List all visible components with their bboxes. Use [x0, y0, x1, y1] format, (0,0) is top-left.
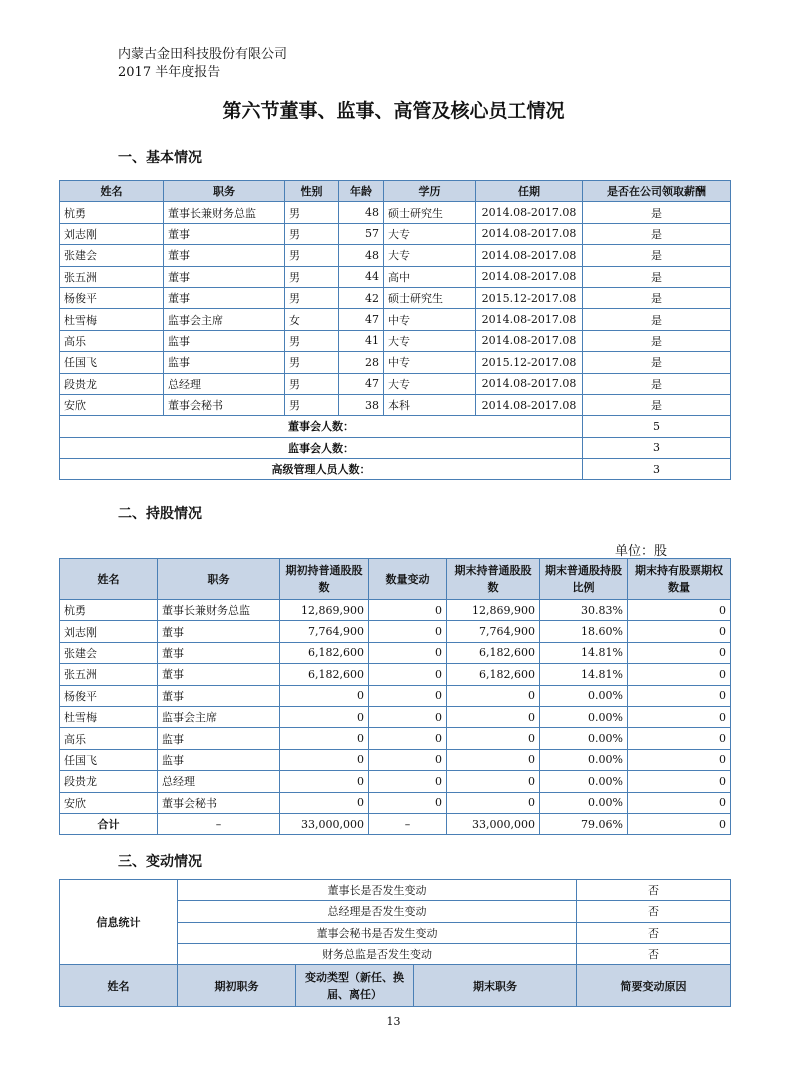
info-value: 否 — [577, 901, 731, 922]
info-row — [60, 880, 731, 901]
total-cell: 79.06% — [540, 813, 628, 834]
table-row — [60, 245, 731, 266]
summary-row — [60, 459, 731, 480]
table-cell: 大专 — [384, 223, 476, 244]
info-value: 否 — [577, 880, 731, 901]
table-cell: 0.00% — [540, 685, 628, 706]
table-cell: 2014.08-2017.08 — [476, 245, 583, 266]
table-cell: 2014.08-2017.08 — [476, 373, 583, 394]
table-cell: 董事长兼财务总监 — [164, 202, 285, 223]
col-change: 数量变动 — [369, 559, 447, 600]
table-cell: 0 — [369, 600, 447, 621]
col-term: 任期 — [476, 181, 583, 202]
table-cell: 2014.08-2017.08 — [476, 309, 583, 330]
table-cell: 12,869,900 — [280, 600, 369, 621]
table-cell: 董事长兼财务总监 — [158, 600, 280, 621]
table-row — [60, 600, 731, 621]
table-cell: 0 — [628, 728, 731, 749]
section-changes-heading: 三、变动情况 — [118, 854, 202, 870]
table-cell: 0 — [628, 621, 731, 642]
table-cell: 张五洲 — [60, 266, 164, 287]
table-cell: 是 — [583, 266, 731, 287]
table-row — [60, 642, 731, 663]
table-cell: 0.00% — [540, 749, 628, 770]
table-cell: 大专 — [384, 330, 476, 351]
total-cell: 合计 — [60, 813, 158, 834]
table-cell: 任国飞 — [60, 352, 164, 373]
table-cell: 男 — [285, 245, 339, 266]
table-cell: 是 — [583, 245, 731, 266]
table-cell: 0 — [369, 664, 447, 685]
table-row — [60, 792, 731, 813]
table-cell: 47 — [339, 309, 384, 330]
table-cell: 41 — [339, 330, 384, 351]
table-cell: 0 — [628, 664, 731, 685]
table-cell: 监事 — [164, 330, 285, 351]
table-cell: 杜雪梅 — [60, 706, 158, 727]
table-row — [60, 373, 731, 394]
section-holdings-heading: 二、持股情况 — [118, 506, 202, 522]
table-cell: 0 — [447, 749, 540, 770]
table-row — [60, 771, 731, 792]
table-cell: 男 — [285, 352, 339, 373]
table-cell: 杨俊平 — [60, 287, 164, 308]
table-cell: 是 — [583, 352, 731, 373]
col-closing-shares: 期末持普通股股数 — [447, 559, 540, 600]
table-cell: 0.00% — [540, 792, 628, 813]
table-cell: 0 — [369, 706, 447, 727]
info-value: 否 — [577, 943, 731, 964]
table-cell: 刘志刚 — [60, 223, 164, 244]
summary-row — [60, 437, 731, 458]
info-item: 财务总监是否发生变动 — [178, 943, 577, 964]
table-cell: 18.60% — [540, 621, 628, 642]
col-change-type: 变动类型（新任、换届、离任） — [296, 965, 414, 1007]
table-cell: 硕士研究生 — [384, 202, 476, 223]
table-cell: 48 — [339, 245, 384, 266]
table-cell: 2014.08-2017.08 — [476, 223, 583, 244]
col-name: 姓名 — [60, 965, 178, 1007]
col-gender: 性别 — [285, 181, 339, 202]
table-cell: 大专 — [384, 245, 476, 266]
table-cell: 总经理 — [164, 373, 285, 394]
table-cell: 是 — [583, 202, 731, 223]
table-cell: 6,182,600 — [447, 664, 540, 685]
table-cell: 12,869,900 — [447, 600, 540, 621]
table-cell: 2014.08-2017.08 — [476, 330, 583, 351]
info-label: 信息统计 — [60, 880, 178, 965]
table-cell: 0 — [447, 792, 540, 813]
table-cell: 董事 — [164, 287, 285, 308]
table-cell: 大专 — [384, 373, 476, 394]
table-cell: 任国飞 — [60, 749, 158, 770]
table-cell: 0 — [628, 749, 731, 770]
table-cell: 0 — [628, 771, 731, 792]
table-row — [60, 330, 731, 351]
col-age: 年龄 — [339, 181, 384, 202]
table-cell: 监事 — [164, 352, 285, 373]
col-name: 姓名 — [60, 559, 158, 600]
table-cell: 6,182,600 — [280, 664, 369, 685]
table-cell: 董事 — [158, 621, 280, 642]
table-row — [60, 223, 731, 244]
table-row — [60, 728, 731, 749]
table-header-row — [60, 181, 731, 202]
table-cell: 杭勇 — [60, 202, 164, 223]
col-education: 学历 — [384, 181, 476, 202]
table-cell: 0 — [280, 706, 369, 727]
info-item: 董事长是否发生变动 — [178, 880, 577, 901]
col-salary: 是否在公司领取薪酬 — [583, 181, 731, 202]
table-cell: 监事 — [158, 749, 280, 770]
table-cell: 7,764,900 — [447, 621, 540, 642]
table-row — [60, 706, 731, 727]
table-cell: 杜雪梅 — [60, 309, 164, 330]
table-cell: 男 — [285, 287, 339, 308]
table-cell: 总经理 — [158, 771, 280, 792]
col-name: 姓名 — [60, 181, 164, 202]
table-cell: 董事 — [164, 223, 285, 244]
summary-value: 3 — [583, 437, 731, 458]
summary-value: 5 — [583, 416, 731, 437]
col-position: 职务 — [164, 181, 285, 202]
summary-label: 董事会人数： — [60, 416, 583, 437]
table-cell: 47 — [339, 373, 384, 394]
table-cell: 0 — [628, 706, 731, 727]
header-report: 2017 半年度报告 — [118, 65, 221, 80]
table-cell: 本科 — [384, 394, 476, 415]
col-opening-shares: 期初持普通股股数 — [280, 559, 369, 600]
table-cell: 28 — [339, 352, 384, 373]
total-cell: 33,000,000 — [280, 813, 369, 834]
table-cell: 0 — [628, 792, 731, 813]
table-cell: 7,764,900 — [280, 621, 369, 642]
table-cell: 是 — [583, 373, 731, 394]
col-options: 期末持有股票期权数量 — [628, 559, 731, 600]
table-cell: 女 — [285, 309, 339, 330]
table-cell: 段贵龙 — [60, 771, 158, 792]
table-cell: 杭勇 — [60, 600, 158, 621]
table-cell: 2015.12-2017.08 — [476, 352, 583, 373]
table-cell: 是 — [583, 394, 731, 415]
table-cell: 42 — [339, 287, 384, 308]
table-cell: 2014.08-2017.08 — [476, 202, 583, 223]
table-cell: 57 — [339, 223, 384, 244]
table-cell: 中专 — [384, 309, 476, 330]
table-cell: 是 — [583, 287, 731, 308]
table-cell: 0 — [447, 685, 540, 706]
table-cell: 是 — [583, 330, 731, 351]
page-number: 13 — [386, 1015, 401, 1028]
table-cell: 0 — [280, 749, 369, 770]
col-opening-position: 期初职务 — [178, 965, 296, 1007]
table-cell: 30.83% — [540, 600, 628, 621]
table-cell: 董事 — [158, 642, 280, 663]
holdings-table — [59, 558, 731, 835]
table-cell: 6,182,600 — [447, 642, 540, 663]
table-cell: 男 — [285, 394, 339, 415]
table-cell: 董事会秘书 — [158, 792, 280, 813]
table-row — [60, 664, 731, 685]
summary-label: 监事会人数： — [60, 437, 583, 458]
col-closing-position: 期末职务 — [414, 965, 577, 1007]
table-row — [60, 394, 731, 415]
table-cell: 监事 — [158, 728, 280, 749]
table-row — [60, 352, 731, 373]
info-item: 董事会秘书是否发生变动 — [178, 922, 577, 943]
table-cell: 董事 — [158, 685, 280, 706]
table-cell: 是 — [583, 223, 731, 244]
table-cell: 44 — [339, 266, 384, 287]
table-cell: 是 — [583, 309, 731, 330]
table-cell: 男 — [285, 330, 339, 351]
table-cell: 0 — [369, 771, 447, 792]
table-cell: 0 — [628, 685, 731, 706]
table-cell: 高中 — [384, 266, 476, 287]
summary-label: 高级管理人员人数： — [60, 459, 583, 480]
table-cell: 中专 — [384, 352, 476, 373]
table-cell: 张建会 — [60, 642, 158, 663]
table-row — [60, 309, 731, 330]
col-change-reason: 简要变动原因 — [577, 965, 731, 1007]
table-cell: 董事会秘书 — [164, 394, 285, 415]
table-cell: 0 — [369, 792, 447, 813]
table-cell: 董事 — [158, 664, 280, 685]
table-cell: 高乐 — [60, 330, 164, 351]
table-cell: 0.00% — [540, 728, 628, 749]
table-cell: 男 — [285, 373, 339, 394]
table-cell: 0.00% — [540, 706, 628, 727]
table-row — [60, 202, 731, 223]
table-cell: 杨俊平 — [60, 685, 158, 706]
table-cell: 0 — [447, 771, 540, 792]
table-cell: 监事会主席 — [158, 706, 280, 727]
table-cell: 14.81% — [540, 642, 628, 663]
table-cell: 38 — [339, 394, 384, 415]
col-closing-ratio: 期末普通股持股比例 — [540, 559, 628, 600]
table-cell: 男 — [285, 202, 339, 223]
table-cell: 男 — [285, 223, 339, 244]
table-cell: 2014.08-2017.08 — [476, 394, 583, 415]
table-row — [60, 685, 731, 706]
table-cell: 0 — [280, 728, 369, 749]
table-cell: 0.00% — [540, 771, 628, 792]
table-cell: 0 — [628, 642, 731, 663]
total-cell: – — [158, 813, 280, 834]
table-cell: 14.81% — [540, 664, 628, 685]
summary-row — [60, 416, 731, 437]
table-cell: 0 — [369, 728, 447, 749]
table-header-row — [60, 965, 731, 1007]
table-cell: 男 — [285, 266, 339, 287]
table-cell: 0 — [628, 600, 731, 621]
page-title: 第六节董事、监事、高管及核心员工情况 — [222, 100, 565, 122]
table-cell: 董事 — [164, 266, 285, 287]
table-cell: 2015.12-2017.08 — [476, 287, 583, 308]
table-cell: 张建会 — [60, 245, 164, 266]
header-company: 内蒙古金田科技股份有限公司 — [118, 47, 288, 62]
table-cell: 0 — [280, 792, 369, 813]
table-header-row — [60, 559, 731, 600]
table-cell: 董事 — [164, 245, 285, 266]
table-cell: 刘志刚 — [60, 621, 158, 642]
table-cell: 6,182,600 — [280, 642, 369, 663]
table-row — [60, 266, 731, 287]
total-cell: 0 — [628, 813, 731, 834]
table-row — [60, 749, 731, 770]
table-cell: 48 — [339, 202, 384, 223]
summary-value: 3 — [583, 459, 731, 480]
info-item: 总经理是否发生变动 — [178, 901, 577, 922]
table-cell: 0 — [369, 749, 447, 770]
table-cell: 0 — [280, 685, 369, 706]
total-cell: 33,000,000 — [447, 813, 540, 834]
info-value: 否 — [577, 922, 731, 943]
section-basic-heading: 一、基本情况 — [118, 150, 202, 166]
unit-label: 单位：股 — [615, 544, 668, 559]
changes-table — [59, 879, 731, 1007]
table-cell: 安欣 — [60, 792, 158, 813]
total-row — [60, 813, 731, 834]
table-cell: 0 — [447, 728, 540, 749]
table-cell: 2014.08-2017.08 — [476, 266, 583, 287]
col-position: 职务 — [158, 559, 280, 600]
table-cell: 硕士研究生 — [384, 287, 476, 308]
table-cell: 0 — [280, 771, 369, 792]
table-row — [60, 287, 731, 308]
table-cell: 0 — [369, 621, 447, 642]
table-cell: 安欣 — [60, 394, 164, 415]
table-cell: 0 — [369, 685, 447, 706]
total-cell: – — [369, 813, 447, 834]
table-cell: 0 — [369, 642, 447, 663]
table-cell: 0 — [447, 706, 540, 727]
table-cell: 张五洲 — [60, 664, 158, 685]
table-cell: 监事会主席 — [164, 309, 285, 330]
basic-info-table — [59, 180, 731, 480]
table-cell: 段贵龙 — [60, 373, 164, 394]
table-row — [60, 621, 731, 642]
table-cell: 高乐 — [60, 728, 158, 749]
